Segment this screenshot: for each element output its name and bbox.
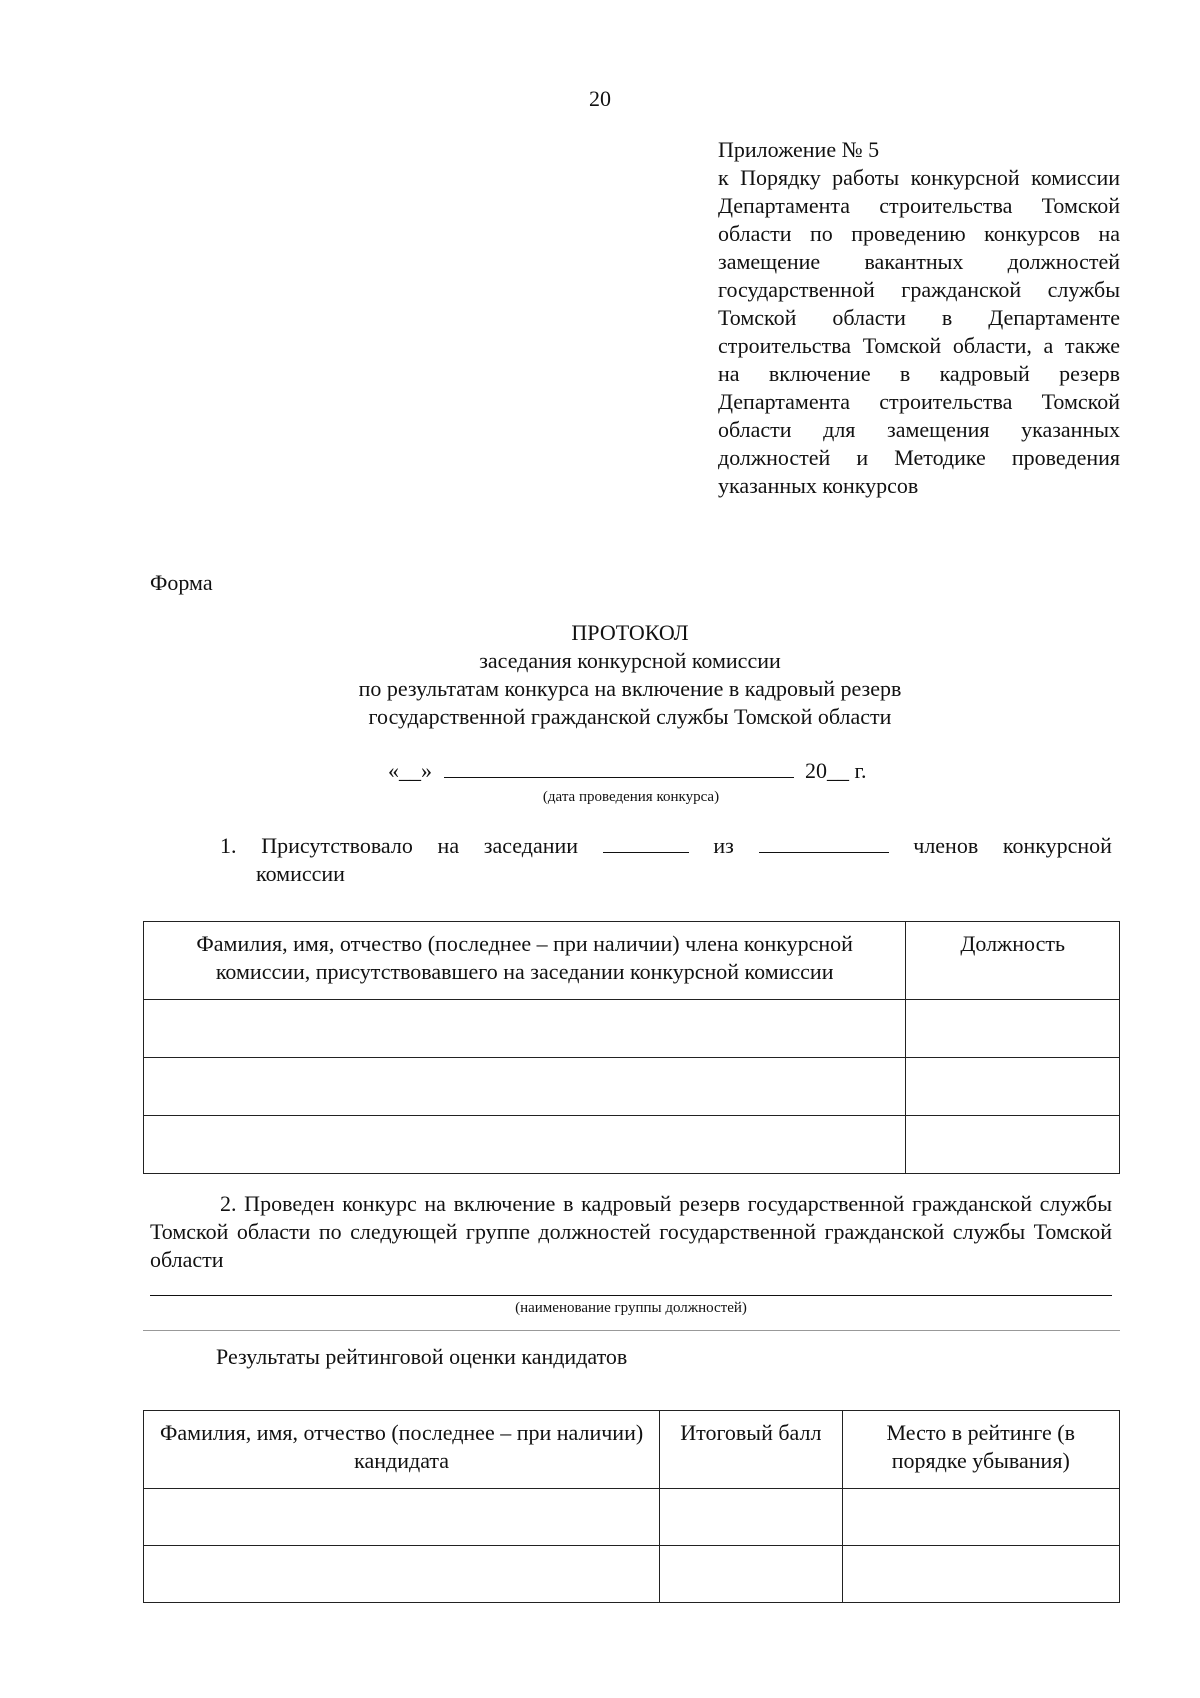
item-2-text: 2. Проведен конкурс на включение в кадровый резерв государственной гражданской службы Томской области по следующей группе должностей государственной гражданской службы Томской области [150,1191,1112,1272]
item-1-word: заседании [483,833,579,858]
candidates-header-score: Итоговый балл [660,1411,842,1489]
candidates-cell-rank[interactable] [842,1489,1119,1546]
table-row [144,1000,1120,1058]
item-2 [150,1190,1112,1274]
candidates-cell-score[interactable] [660,1546,842,1603]
members-cell-position[interactable] [906,1000,1120,1058]
item-1-word: конкурсной [1002,833,1112,858]
candidates-cell-name[interactable] [144,1489,660,1546]
date-year: 20__ г. [805,758,867,783]
appendix-title: Приложение № 5 [718,137,880,162]
group-name-blank[interactable] [150,1295,1112,1296]
item-1-word: из [713,833,734,858]
members-cell-name[interactable] [144,1116,906,1174]
item-1 [220,832,1112,888]
ratings-title: Результаты рейтинговой оценки кандидатов [216,1344,628,1369]
date-day: «__» [388,758,432,783]
page-number: 20 [589,86,611,111]
date-month-blank[interactable] [444,759,794,778]
members-cell-position[interactable] [906,1116,1120,1174]
candidates-cell-rank[interactable] [842,1546,1119,1603]
members-header-name: Фамилия, имя, отчество (последнее – при наличии) члена конкурсной комиссии, присутствовавшего на заседании конкурсной комиссии [144,922,906,1000]
members-cell-position[interactable] [906,1058,1120,1116]
table-row [144,1116,1120,1174]
appendix-block [718,136,1120,500]
form-label: Форма [150,570,213,595]
table-row [144,1489,1120,1546]
members-table [143,921,1120,1174]
candidates-table-header [144,1411,1120,1489]
members-table-header [144,922,1120,1000]
candidates-table [143,1410,1120,1603]
candidates-header-name: Фамилия, имя, отчество (последнее – при наличии) кандидата [144,1411,660,1489]
protocol-subtitle-1: заседания конкурсной комиссии [479,648,781,673]
divider [143,1330,1120,1331]
item-1-number: 1. [220,833,237,858]
candidates-cell-name[interactable] [144,1546,660,1603]
date-line [388,758,867,784]
protocol-subtitle-2: по результатам конкурса на включение в кадровый резерв [358,676,902,701]
item-1-word: Присутствовало [261,833,413,858]
table-row [144,1058,1120,1116]
appendix-text: к Порядку работы конкурсной комиссии Департамента строительства Томской области по проведению конкурсов на замещение вакантных должностей государственной гражданской службы Томской области в Департаменте строительства Томской области, а также на включение в кадровый резерв Департамента строительства Томской области для замещения указанных должностей и Методике проведения указанных конкурсов [718,165,1120,498]
members-cell-name[interactable] [144,1000,906,1058]
table-row [144,1546,1120,1603]
members-header-position: Должность [906,922,1120,1000]
protocol-title: ПРОТОКОЛ [571,620,689,645]
candidates-header-rank: Место в рейтинге (в порядке убывания) [842,1411,1119,1489]
date-caption: (дата проведения конкурса) [542,789,720,805]
total-count-blank[interactable] [759,834,889,853]
item-1-word: членов [913,833,979,858]
group-caption: (наименование группы должностей) [515,1300,747,1316]
item-1-line-2: комиссии [256,861,345,886]
members-cell-name[interactable] [144,1058,906,1116]
protocol-subtitle-3: государственной гражданской службы Томской области [368,704,892,729]
candidates-cell-score[interactable] [660,1489,842,1546]
present-count-blank[interactable] [603,834,689,853]
item-1-word: на [437,833,460,858]
